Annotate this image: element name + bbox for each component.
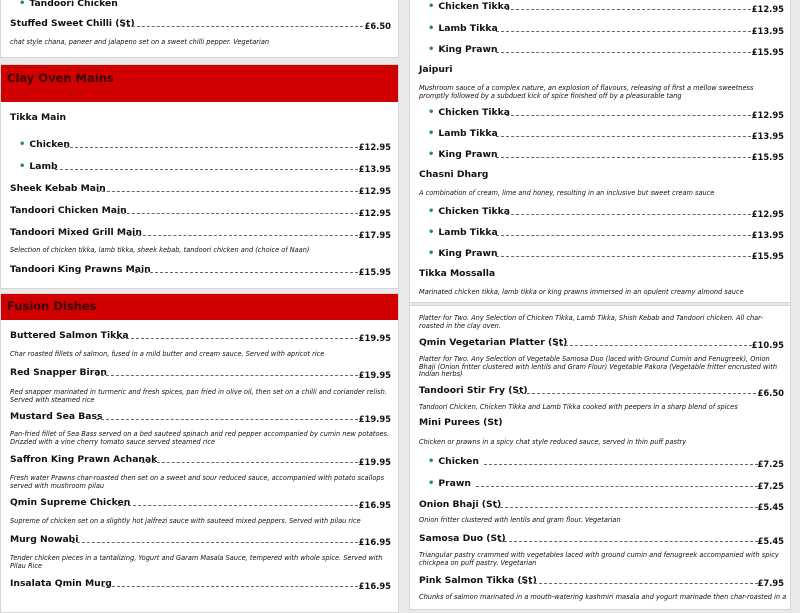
item-description: Char roasted fillets of salmon, fused in a mild butter and cream sauce. Served with apricot rice (10, 350, 325, 358)
item-price: £13.95 (751, 230, 784, 240)
item-name: • Lamb Tikka (428, 227, 498, 238)
leader-dots (484, 464, 758, 465)
leader-dots (118, 505, 363, 506)
item-group-title: Tikka Mossalla (419, 268, 496, 279)
bullet-icon: • (428, 478, 435, 489)
menu-item-king-prawn[interactable] (428, 243, 784, 261)
item-price: £19.95 (358, 333, 391, 343)
item-group-title: Mini Purees (St) (419, 417, 503, 428)
item-name: Murg Nowabi (10, 534, 79, 545)
item-price: £6.50 (757, 388, 784, 398)
bullet-icon: • (19, 139, 26, 150)
bullet-icon: • (428, 1, 435, 12)
leader-dots (476, 486, 758, 487)
leader-dots (117, 213, 363, 214)
item-name: • King Prawn (428, 44, 498, 55)
item-description: A combination of cream, lime and honey, resulting in an inclusive but sweet cream sauce (419, 189, 715, 197)
item-description: Mushroom sauce of a complex nature, an explosion of flavours, releasing of first a mellow sweetness promptly followed by a subdued kick of spice finished off by a pleasurable tang (419, 84, 754, 100)
menu-item-stuffed-sweet-chilli[interactable] (10, 13, 391, 31)
menu-item-saffron-king-prawn[interactable] (10, 449, 391, 467)
menu-item-tandoori-chicken-main[interactable] (10, 200, 391, 218)
leader-dots (96, 419, 363, 420)
bullet-icon: • (428, 128, 435, 139)
item-name: • King Prawn (428, 149, 498, 160)
item-price: £12.95 (751, 209, 784, 219)
item-description: Chunks of salmon marinated in a mouth-watering kashmiri masala and yogurt marinade then char-roasted in a (419, 593, 787, 601)
leader-dots (96, 375, 363, 376)
leader-dots (519, 583, 758, 584)
leader-dots (506, 214, 756, 215)
bullet-icon: • (428, 23, 435, 34)
item-name: Qmin Supreme Chicken (10, 497, 131, 508)
leader-dots (496, 52, 756, 53)
leader-dots (555, 345, 752, 346)
bullet-icon: • (428, 248, 435, 259)
item-description: Marinated chicken tikka, lamb tikka or king prawns immersed in an opulent creamy almond sauce (419, 288, 744, 296)
menu-item-murg-nowabi[interactable] (10, 529, 391, 547)
leader-dots (142, 462, 363, 463)
menu-item-puree-chicken[interactable] (428, 451, 784, 469)
item-description: Pan-fried fillet of Sea Bass served on a bed sauteed spinach and red pepper accompanied by cumin new potatoes. Drizzled with a vine cherry tomato sauce served steamed rice (10, 430, 390, 446)
leader-dots (517, 393, 756, 394)
menu-item-king-prawn[interactable] (428, 144, 784, 162)
menu-item-insalata-qmin-murg[interactable] (10, 573, 391, 591)
item-price: £16.95 (358, 581, 391, 591)
item-price: £7.25 (757, 481, 784, 491)
menu-item-tandoori-stir-fry[interactable] (419, 380, 784, 398)
item-description: Tandoori Chicken, Chicken Tikka and Lamb Tikka cooked with peepers in a sharp blend of spices (419, 403, 738, 411)
item-description: Onion fritter clustered with lentils and gram flour. Vegetarian (419, 516, 621, 524)
item-name: • Lamb Tikka (428, 23, 498, 34)
item-name: • Chicken Tikka (428, 206, 510, 217)
item-name: Insalata Qmin Murg (10, 578, 112, 589)
item-name: Buttered Salmon Tikka (10, 330, 129, 341)
bullet-icon: • (428, 456, 435, 467)
item-price: £17.95 (358, 230, 391, 240)
item-price: £15.95 (751, 251, 784, 261)
item-description: Triangular pastry crammed with vegetables laced with ground cumin and fenugreek accompanied with spicy chickpea on puff pastry. Vegetarian (419, 551, 779, 567)
item-name: • Tandoori Chicken (19, 0, 118, 9)
section-header (1, 65, 398, 102)
menu-item-qmin-supreme-chicken[interactable] (10, 492, 391, 510)
menu-item-sheek-kebab[interactable] (10, 178, 391, 196)
leader-dots (496, 136, 756, 137)
bullet-icon: • (428, 206, 435, 217)
item-description: Selection of chicken tikka, lamb tikka, sheek kebab, tandoori chicken and (choice of Naan) (10, 246, 310, 254)
item-description: Chicken or prawns in a spicy chat style reduced sauce, served in thin puff pastry (419, 438, 687, 446)
bullet-icon: • (428, 44, 435, 55)
item-name: Samosa Duo (St) (419, 533, 506, 544)
item-price: £12.95 (358, 186, 391, 196)
leader-dots (102, 586, 363, 587)
menu-item-chicken-tikka[interactable] (428, 102, 784, 120)
item-name: Tandoori King Prawns Main (10, 264, 151, 275)
clay-oven-mains-panel (0, 64, 399, 289)
bullet-icon: • (19, 0, 26, 9)
item-group-title: Tikka Main (10, 112, 67, 123)
item-name: Stuffed Sweet Chilli (St) (10, 18, 135, 29)
leader-dots (55, 169, 363, 170)
item-price: £13.95 (751, 26, 784, 36)
item-name: • King Prawn (428, 248, 498, 259)
leader-dots (128, 235, 363, 236)
item-name: • Chicken (428, 456, 479, 467)
item-description: Platter for Two. Any Selection of Chicken Tikka, Lamb Tikka, Shish Kebab and Tandoori chicken. All char-roasted in the clay oven. (419, 314, 763, 330)
item-price: £15.95 (751, 47, 784, 57)
item-price: £5.45 (757, 536, 784, 546)
item-price: £7.95 (757, 578, 784, 588)
leader-dots (122, 26, 363, 27)
item-name: Pink Salmon Tikka (St) (419, 575, 537, 586)
leader-dots (97, 191, 363, 192)
item-name: Saffron King Prawn Achanak (10, 454, 158, 465)
menu-item-lamb-tikka[interactable] (428, 18, 784, 36)
menu-item-king-prawns-main[interactable] (10, 259, 391, 277)
item-name: • Lamb (19, 161, 58, 172)
item-name: • Chicken Tikka (428, 107, 510, 118)
leader-dots (499, 541, 758, 542)
menu-item-lamb-tikka[interactable] (428, 222, 784, 240)
item-price: £13.95 (751, 131, 784, 141)
menu-item-lamb-tikka[interactable] (428, 123, 784, 141)
item-description: Supreme of chicken set on a slightly hot jalfrezi sauce with sauteed mixed peppers. Served with pilau rice (10, 517, 361, 525)
item-name: Tandoori Chicken Main (10, 205, 127, 216)
section-header (1, 294, 398, 320)
leader-dots (72, 542, 363, 543)
item-price: £5.45 (757, 502, 784, 512)
item-price: £6.50 (364, 21, 391, 31)
item-name: Tandoori Mixed Grill Main (10, 227, 142, 238)
bullet-icon: • (19, 161, 26, 172)
starters-panel-right (409, 305, 791, 610)
menu-item-onion-bhaji[interactable] (419, 494, 784, 512)
section-title: Clay Oven Mains (7, 71, 114, 85)
menu-item-puree-prawn[interactable] (428, 473, 784, 491)
item-price: £13.95 (358, 164, 391, 174)
menu-item-samosa-duo[interactable] (419, 528, 784, 546)
leader-dots (116, 338, 363, 339)
bullet-icon: • (428, 107, 435, 118)
leader-dots (495, 507, 758, 508)
item-name: • Prawn (428, 478, 471, 489)
menu-item-lamb[interactable] (19, 156, 391, 174)
leader-dots (506, 9, 756, 10)
menu-item-chicken-tikka[interactable] (428, 201, 784, 219)
curries-panel (409, 0, 791, 303)
item-group-title: Chasni Dharg (419, 169, 489, 180)
item-price: £10.95 (751, 340, 784, 350)
item-description: Fresh water Prawns char-roasted then set on a sweet and sour reduced sauce, accompanied with potato scallops served with mushroom pilau (10, 474, 385, 490)
item-price: £19.95 (358, 457, 391, 467)
item-price: £16.95 (358, 500, 391, 510)
menu-item-buttered-salmon[interactable] (10, 325, 391, 343)
item-name: Mustard Sea Bass (10, 411, 103, 422)
item-description: Platter for Two. Any Selection of Vegetable Samosa Duo (laced with Ground Cumin and Fenugreek), Onion Bhaji (Onion fritter clustered with lentils and Gram Flour) Vegetable Pakora (Vegetable fritter encrusted with Indian herbs) (419, 355, 778, 379)
item-name: Onion Bhaji (St) (419, 499, 502, 510)
menu-item-king-prawn[interactable] (428, 39, 784, 57)
leader-dots (135, 272, 363, 273)
item-price: £15.95 (358, 267, 391, 277)
item-price: £12.95 (751, 110, 784, 120)
menu-item-pink-salmon-tikka[interactable] (419, 570, 784, 588)
leader-dots (496, 256, 756, 257)
item-price: £16.95 (358, 537, 391, 547)
menu-item-mustard-sea-bass[interactable] (10, 406, 391, 424)
item-price: £19.95 (358, 414, 391, 424)
item-name: Red Snapper Biran (10, 367, 107, 378)
leader-dots (65, 147, 363, 148)
fusion-dishes-panel (0, 293, 399, 613)
item-name: Tandoori Stir Fry (St) (419, 385, 528, 396)
item-group-title: Jaipuri (419, 64, 453, 75)
menu-item-chicken[interactable] (19, 134, 391, 152)
menu-item-red-snapper[interactable] (10, 362, 391, 380)
item-price: £12.95 (751, 4, 784, 14)
menu-item-vegetarian-platter[interactable] (419, 332, 784, 350)
leader-dots (496, 235, 756, 236)
item-price: £12.95 (358, 208, 391, 218)
starters-panel (0, 0, 399, 58)
item-description: chat style chana, paneer and jalapeno set on a sweet chilli pepper. Vegetarian (10, 38, 270, 46)
item-name: Sheek Kebab Main (10, 183, 106, 194)
item-name: • Lamb Tikka (428, 128, 498, 139)
item-description: Tender chicken pieces in a tantalizing, Yogurt and Garam Masala Sauce, tempered with whole spice. Served with Pilau Rice (10, 554, 383, 570)
menu-item-mixed-grill[interactable] (10, 222, 391, 240)
leader-dots (496, 157, 756, 158)
item-name: • Chicken (19, 139, 70, 150)
item-name: • Chicken Tikka (428, 1, 510, 12)
bullet-icon: • (428, 149, 435, 160)
section-title: Fusion Dishes (7, 299, 97, 313)
menu-item-chicken-tikka[interactable] (428, 0, 784, 14)
menu-item-tandoori-chicken[interactable] (19, 0, 359, 11)
item-price: £15.95 (751, 152, 784, 162)
leader-dots (496, 31, 756, 32)
item-price: £12.95 (358, 142, 391, 152)
item-description: Red snapper marinated in turmeric and fresh spices, pan fried in olive oil, then set on a chilli and coriander relish. Served with steamed rice (10, 388, 387, 404)
leader-dots (506, 115, 756, 116)
item-name: Qmin Vegetarian Platter (St) (419, 337, 568, 348)
bullet-icon: • (428, 227, 435, 238)
item-price: £19.95 (358, 370, 391, 380)
item-price: £7.25 (757, 459, 784, 469)
